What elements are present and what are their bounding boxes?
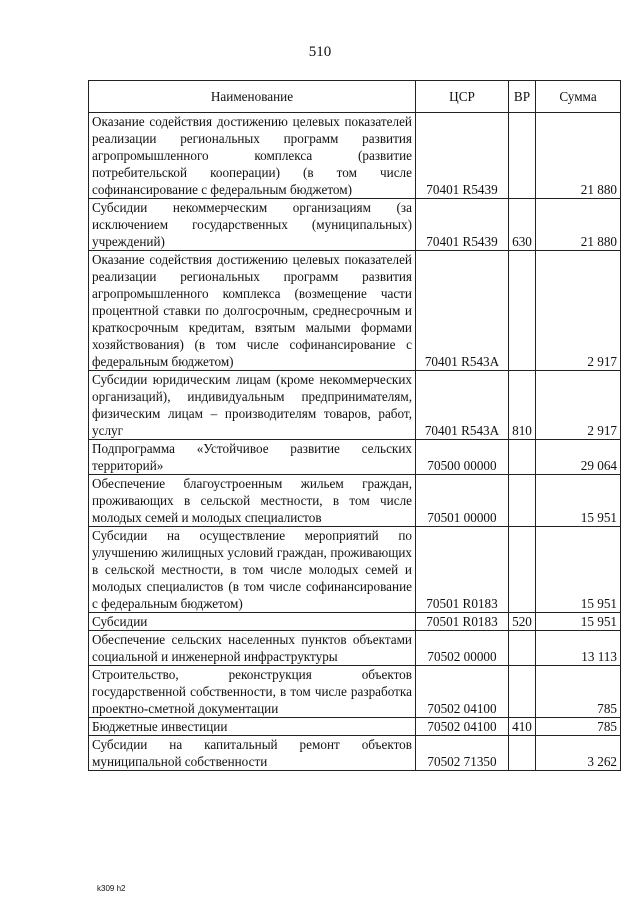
cell-vr <box>509 736 536 771</box>
cell-vr <box>509 631 536 666</box>
cell-csr: 70502 04100 <box>416 666 509 718</box>
cell-csr: 70502 71350 <box>416 736 509 771</box>
cell-name: Оказание содействия достижению целевых показателей реализации региональных программ развития агропромышленного комплекса (возмещение части процентной ставки по долгосрочным, среднесрочным и краткосрочным кредитам, взятым малыми формами хозяйствования) (в том числе софинансирование с федеральным бюджетом) <box>89 251 416 371</box>
cell-sum: 15 951 <box>536 527 621 613</box>
table-row <box>89 527 621 613</box>
table-row <box>89 199 621 251</box>
cell-csr: 70401 R5439 <box>416 113 509 199</box>
cell-sum: 785 <box>536 666 621 718</box>
table-row <box>89 475 621 527</box>
cell-name: Субсидии <box>89 613 416 631</box>
footer-code: k309 h2 <box>97 884 126 893</box>
header-csr: ЦСР <box>416 81 509 113</box>
cell-vr: 810 <box>509 371 536 440</box>
table-row <box>89 113 621 199</box>
cell-sum: 21 880 <box>536 199 621 251</box>
cell-name: Субсидии юридическим лицам (кроме некоммерческих организаций), индивидуальным предпринимателям, физическим лицам – производителям товаров, работ, услуг <box>89 371 416 440</box>
cell-sum: 15 951 <box>536 475 621 527</box>
table-row <box>89 736 621 771</box>
cell-csr: 70501 00000 <box>416 475 509 527</box>
table-row <box>89 371 621 440</box>
header-name: Наименование <box>89 81 416 113</box>
cell-vr <box>509 527 536 613</box>
cell-csr: 70401 R543A <box>416 371 509 440</box>
cell-name: Субсидии некоммерческим организациям (за исключением государственных (муниципальных) учреждений) <box>89 199 416 251</box>
cell-vr: 630 <box>509 199 536 251</box>
cell-vr <box>509 113 536 199</box>
table-header <box>89 81 621 113</box>
cell-name: Обеспечение сельских населенных пунктов объектами социальной и инженерной инфраструктуры <box>89 631 416 666</box>
header-sum: Сумма <box>536 81 621 113</box>
cell-csr: 70500 00000 <box>416 440 509 475</box>
cell-sum: 2 917 <box>536 251 621 371</box>
cell-sum: 13 113 <box>536 631 621 666</box>
table-row <box>89 251 621 371</box>
cell-vr: 520 <box>509 613 536 631</box>
budget-table <box>88 80 621 771</box>
cell-name: Обеспечение благоустроенным жильем граждан, проживающих в сельской местности, в том числе молодых семей и молодых специалистов <box>89 475 416 527</box>
cell-csr: 70501 R0183 <box>416 613 509 631</box>
cell-csr: 70501 R0183 <box>416 527 509 613</box>
cell-csr: 70401 R543A <box>416 251 509 371</box>
cell-vr: 410 <box>509 718 536 736</box>
cell-sum: 785 <box>536 718 621 736</box>
cell-csr: 70401 R5439 <box>416 199 509 251</box>
table-row <box>89 666 621 718</box>
header-vr: ВР <box>509 81 536 113</box>
cell-vr <box>509 475 536 527</box>
cell-name: Бюджетные инвестиции <box>89 718 416 736</box>
cell-sum: 29 064 <box>536 440 621 475</box>
cell-vr <box>509 666 536 718</box>
cell-csr: 70502 00000 <box>416 631 509 666</box>
cell-name: Строительство, реконструкция объектов государственной собственности, в том числе разработка проектно-сметной документации <box>89 666 416 718</box>
cell-vr <box>509 251 536 371</box>
table-row <box>89 718 621 736</box>
cell-csr: 70502 04100 <box>416 718 509 736</box>
table-row <box>89 613 621 631</box>
table-row <box>89 631 621 666</box>
cell-sum: 21 880 <box>536 113 621 199</box>
cell-sum: 2 917 <box>536 371 621 440</box>
cell-sum: 15 951 <box>536 613 621 631</box>
page-number: 510 <box>308 44 332 60</box>
table-row <box>89 440 621 475</box>
cell-name: Оказание содействия достижению целевых показателей реализации региональных программ развития агропромышленного комплекса (развитие потребительской кооперации) (в том числе софинансирование с федеральным бюджетом) <box>89 113 416 199</box>
table-body <box>89 113 621 771</box>
cell-name: Субсидии на осуществление мероприятий по улучшению жилищных условий граждан, проживающих в сельской местности, в том числе молодых семей и молодых специалистов (в том числе софинансирование с федеральным бюджетом) <box>89 527 416 613</box>
cell-name: Субсидии на капитальный ремонт объектов муниципальной собственности <box>89 736 416 771</box>
cell-name: Подпрограмма «Устойчивое развитие сельских территорий» <box>89 440 416 475</box>
cell-vr <box>509 440 536 475</box>
cell-sum: 3 262 <box>536 736 621 771</box>
